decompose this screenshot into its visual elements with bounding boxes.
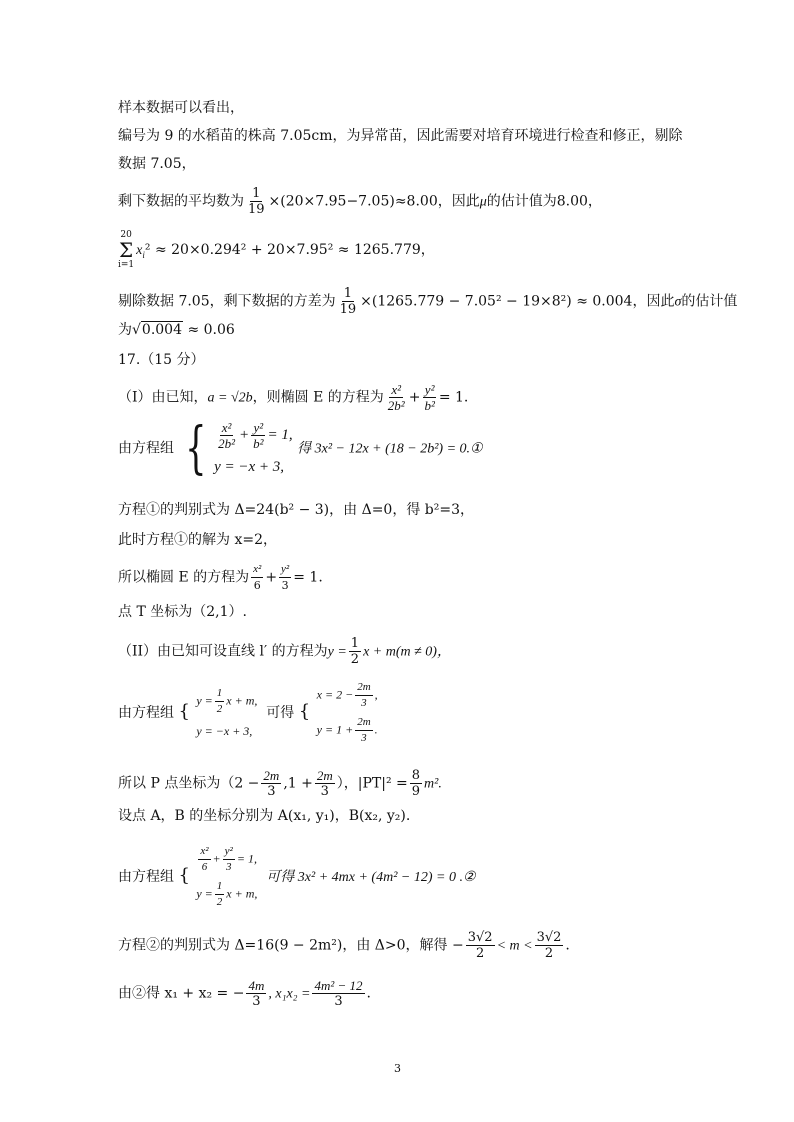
equation-system: { $\frac{\text{x²}}{\text{2b²}}$ + $\frac{\text{y²}}{\text{b²}}$ = 1, y = −x + 3, xyxy=(185,415,293,481)
part-ii-line: （II）由已知可设直线 l′ 的方程为y = $\frac{1}{2}$ x + m(m ≠ 0)， xyxy=(118,636,451,667)
system-line-3: 由方程组 { $\frac{\text{x²}}{6}$ + $\frac{\text{y²}}{3}$ = 1, y = $\frac{1}{2}$ x + m, 可得 3x² + 4mx + (4m² − 12) = 0 .② xyxy=(118,845,476,908)
point-t-line: 点 T 坐标为（2,1）. xyxy=(118,604,247,620)
solution-line: 此时方程①的解为 x=2， xyxy=(118,532,277,548)
text-line-1: 样本数据可以看出， xyxy=(118,100,244,116)
fraction: $\frac{1}{19}$ xyxy=(339,286,357,317)
points-ab-line: 设点 A，B 的坐标分别为 A(x₁, y₁)，B(x₂, y₂). xyxy=(118,808,411,824)
fraction: $\frac{1}{19}$ xyxy=(248,186,265,217)
question-heading: 17.（15 分） xyxy=(118,352,205,368)
mean-line: 剩下数据的平均数为 $\frac{1}{19}$ ×(20×7.95−7.05)≈8.00，因此μ的估计值为8.00， xyxy=(118,186,602,217)
vieta-line: 由②得 x₁ + x₂ = − $\frac{4m}{3}$ , x₁x₂ = $\frac{\text{4m² − 12}}{3}$ . xyxy=(118,978,371,1009)
discriminant-line-2: 方程②的判别式为 Δ=16(9 − 2m²)，由 Δ>0，解得 − $\frac{3√2}{2}$ < m < $\frac{3√2}{2}$ . xyxy=(118,930,570,961)
page-number: 3 xyxy=(394,1062,401,1075)
ellipse-equation-line: 所以椭圆 E 的方程为 $\frac{\text{x²}}{6}$ + $\frac{\text{y²}}{3}$ = 1. xyxy=(118,563,323,592)
fraction: $\frac{\text{y²}}{\text{b²}}$ xyxy=(424,382,435,413)
sum-line: 20 Σ i=1 $x_i^2 \approx 20\times 0.294^2 + 20\times 7.95^2 \approx 1265.779$， xyxy=(118,230,435,270)
system-line-1: 由方程组 { $\frac{\text{x²}}{\text{2b²}}$ + $\frac{\text{y²}}{\text{b²}}$ = 1, y = −x + 3, 得 3x² − 12x + (18 − 2b²) = 0.① xyxy=(118,415,483,481)
text-line-3: 数据 7.05， xyxy=(118,156,196,172)
part-i-line: （I）由已知，a = √2b，则椭圆 E 的方程为 $\frac{\text{x²}}{\text{2b²}}$ + $\frac{\text{y²}}{\text{b²}}$ = 1. xyxy=(118,382,469,413)
summation: 20 Σ i=1 xyxy=(118,230,135,270)
fraction: $\frac{\text{x²}}{\text{2b²}}$ xyxy=(387,382,405,413)
discriminant-line: 方程①的判别式为 Δ=24(b² − 3)，由 Δ=0，得 b²=3， xyxy=(118,502,475,518)
point-p-line: 所以 P 点坐标为（2 − $\frac{2m}{3}$ ,1 + $\frac{2m}{3}$ ），|PT|² = $\frac{8}{9}$ m². xyxy=(118,768,442,799)
variance-line: 剔除数据 7.05，剩下数据的方差为 $\frac{1}{19}$ ×(1265.779 − 7.05² − 19×8²) ≈ 0.004，因此σ的估计值 xyxy=(118,286,738,317)
system-line-2: 由方程组 { y = $\frac{1}{2}$ x + m, y = −x + 3, 可得 { x = 2 − $\frac{2m}{3}$ , y = 1 + $\frac{2m}{3}$ . xyxy=(118,681,378,744)
sigma-estimate-line: 为√0.004 ≈ 0.06 xyxy=(118,322,235,338)
text-line-2: 编号为 9 的水稻苗的株高 7.05cm，为异常苗，因此需要对培育环境进行检查和修正，剔除 xyxy=(118,128,683,144)
